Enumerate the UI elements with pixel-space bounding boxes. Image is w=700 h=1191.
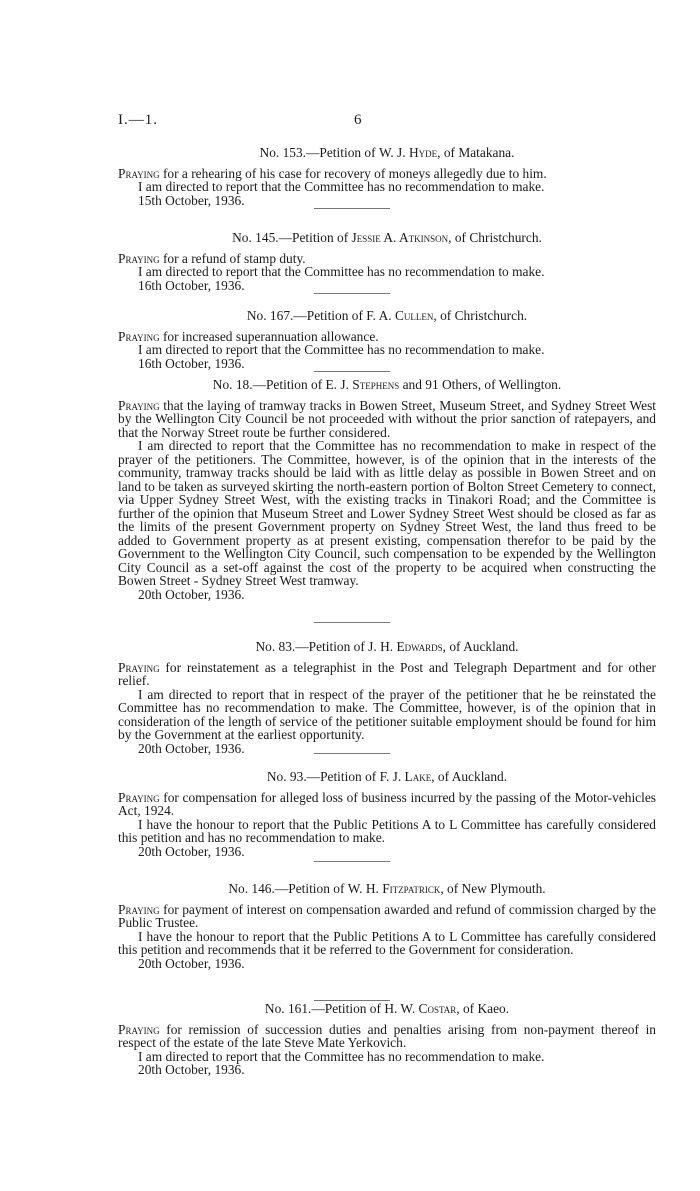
- petition-title: No. 18.—Petition of E. J. Stephens and 91 Others, of Wellington.: [212, 377, 562, 392]
- report-date: 20th October, 1936.: [138, 586, 245, 602]
- petitioner-name: W. H. Fitzpatrick: [347, 881, 441, 896]
- prayer-text: Praying for a refund of stamp duty.: [118, 250, 306, 266]
- petition-block: [118, 770, 656, 858]
- petition-title: No. 161.—Petition of H. W. Costar, of Kaeo.: [264, 1001, 510, 1016]
- report-text: I am directed to report that the Committee has no recommendation to make.: [138, 342, 545, 357]
- report-date: 15th October, 1936.: [138, 192, 245, 208]
- petitioner-name: F. J. Lake: [379, 769, 432, 784]
- petition-block: [118, 146, 656, 207]
- prayer-text: Praying that the laying of tramway tracks in Bowen Street, Museum Street, and Sydney Street West by the Wellington City Council be not proceeded with without the prior sanction of ratepayers, and that the Norway Street route be further considered.: [118, 397, 656, 440]
- petitioner-name: H. W. Costar: [384, 1001, 457, 1016]
- prayer-text: Praying for increased superannuation allowance.: [118, 328, 379, 344]
- petitioner-name: W. J. Hyde: [378, 145, 438, 160]
- section-divider: [314, 293, 390, 294]
- page-header: [0, 112, 700, 132]
- report-text: I have the honour to report that the Public Petitions A to L Committee has carefully considered this petition and recommends that it be referred to the Government for consideration.: [118, 928, 656, 957]
- page-number: 6: [354, 112, 362, 128]
- petitioner-name: J. H. Edwards: [368, 639, 443, 654]
- prayer-text: Praying for payment of interest on compensation awarded and refund of commission charged by the Public Trustee.: [118, 901, 656, 930]
- report-date: 20th October, 1936.: [138, 1062, 245, 1077]
- report-date: 20th October, 1936.: [138, 955, 245, 971]
- report-date: 16th October, 1936.: [138, 355, 245, 371]
- report-text: I have the honour to report that the Public Petitions A to L Committee has carefully considered this petition and has no recommendation to make.: [118, 816, 656, 845]
- petition-title: No. 145.—Petition of Jessie A. Atkinson, of Christchurch.: [232, 230, 542, 245]
- section-divider: [314, 753, 390, 754]
- report-text: I am directed to report that in respect of the prayer of the petitioner that he be reinstated the Committee has no recommendation to make. The Committee, however, is of the opinion that in consideration of the length of service of the petitioner suitable employment should be found for him by the Government at the earliest opportunity.: [118, 686, 656, 742]
- petitioner-name: Jessie A. Atkinson: [351, 230, 449, 245]
- prayer-text: Praying for remission of succession duties and penalties arising from non-payment thereof in respect of the estate of the late Steve Mate Yerkovich.: [118, 1021, 656, 1050]
- petition-block: [118, 882, 656, 970]
- petition-block: [118, 640, 656, 755]
- report-text: I am directed to report that the Committee has no recommendation to make.: [138, 1048, 545, 1064]
- petition-title: No. 83.—Petition of J. H. Edwards, of Auckland.: [255, 639, 519, 654]
- section-divider: [314, 371, 390, 372]
- petition-title: No. 167.—Petition of F. A. Cullen, of Christchurch.: [246, 308, 528, 323]
- petition-block: [118, 1002, 656, 1077]
- petitioner-name: F. A. Cullen: [366, 308, 434, 323]
- report-text: I am directed to report that the Committee has no recommendation to make.: [138, 179, 545, 194]
- petition-block: [118, 378, 656, 601]
- report-text: I am directed to report that the Committee has no recommendation to make in respect of the prayer of the petitioners. The Committee, however, is of the opinion that in the interests of the community, tramway tracks should be laid with as little delay as possible in Bowen Street and on land to be taken as surveyed skirting the north-eastern portion of Bolton Street Cemetery to connect, via Upper Sydney Street West, with the existing tracks in Tinakori Road; and the Committee is further of the opinion that Museum Street and Lower Sydney Street West should be closed as far as the limits of the present Government property on Sydney Street West, the land thus freed to be added to Government property as at present existing, compensation therefor to be paid by the Government to the Wellington City Council, such compensation to be expended by the Wellington City Council as a set-off against the cost of the property to be acquired when constructing the Bowen Street - Sydney Street West tramway.: [118, 438, 656, 588]
- prayer-text: Praying for a rehearing of his case for recovery of moneys allegedly due to him.: [118, 165, 547, 181]
- petition-block: [118, 231, 656, 292]
- section-divider: [314, 622, 390, 623]
- petition-title: No. 93.—Petition of F. J. Lake, of Auckland.: [266, 769, 508, 784]
- petition-title: No. 153.—Petition of W. J. Hyde, of Matakana.: [259, 145, 515, 160]
- prayer-text: Praying for reinstatement as a telegraphist in the Post and Telegraph Department and for other relief.: [118, 659, 656, 688]
- report-date: 16th October, 1936.: [138, 277, 245, 293]
- section-divider: [314, 861, 390, 862]
- prayer-text: Praying for compensation for alleged loss of business incurred by the passing of the Motor-vehicles Act, 1924.: [118, 789, 656, 818]
- petitioner-name: E. J. Stephens: [325, 377, 400, 392]
- section-divider: [314, 208, 390, 209]
- petition-block: [118, 309, 656, 370]
- petition-title: No. 146.—Petition of W. H. Fitzpatrick, of New Plymouth.: [228, 881, 546, 896]
- document-reference: I.—1.: [118, 112, 158, 128]
- report-date: 20th October, 1936.: [138, 843, 245, 859]
- report-date: 20th October, 1936.: [138, 740, 245, 756]
- report-text: I am directed to report that the Committee has no recommendation to make.: [138, 264, 545, 279]
